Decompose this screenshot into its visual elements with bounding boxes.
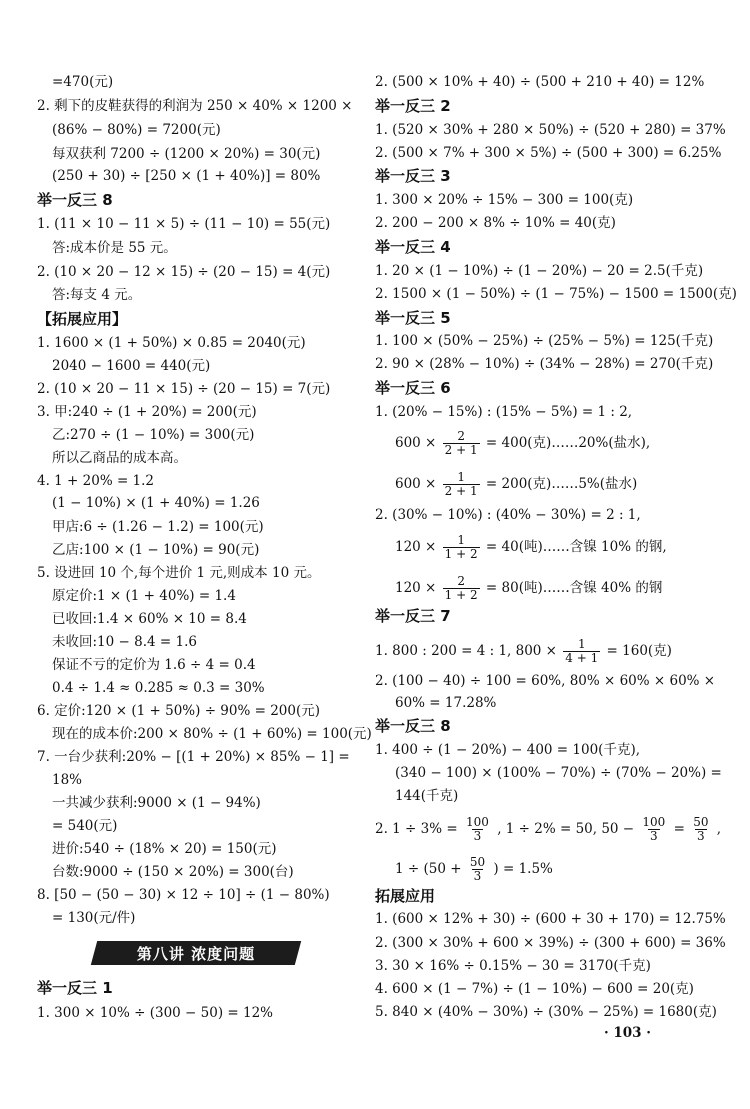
- answer-line: 1. 300 × 10% ÷ (300 − 50) = 12%: [37, 1005, 274, 1021]
- answer-line: 未收回:10 − 8.4 = 1.6: [52, 634, 197, 650]
- page-number: · 103 ·: [604, 1025, 651, 1041]
- fraction-line: 2. 1 ÷ 3% = $\frac{100}{3}$ , 1 ÷ 2% = 50, 50 − $\frac{100}{3}$ = $\frac{50}{3}$ ,: [375, 815, 722, 843]
- answer-line: 4. 600 × (1 − 7%) ÷ (1 − 10%) − 600 = 20(克): [375, 981, 694, 997]
- answer-line: 1. 400 ÷ (1 − 20%) − 400 = 100(千克),: [375, 742, 641, 758]
- section-heading: 举一反三 5: [375, 309, 451, 327]
- fraction-line: 600 × $\frac{1}{2 + 1}$ = 200(克)……5%(盐水): [395, 470, 638, 498]
- answer-line: 答:每支 4 元。: [52, 287, 142, 303]
- answer-line: 所以乙商品的成本高。: [52, 450, 187, 466]
- answer-line: 60% = 17.28%: [395, 695, 497, 711]
- section-heading: 【拓展应用】: [37, 310, 128, 328]
- fraction-line: 1. 800 : 200 = 4 : 1, 800 × $\frac{1}{4 + 1}$ = 160(克): [375, 637, 672, 665]
- answer-line: 144(千克): [395, 788, 459, 804]
- chapter-title: 第八讲 浓度问题: [136, 944, 256, 963]
- answer-line: 1. 1600 × (1 + 50%) × 0.85 = 2040(元): [37, 335, 306, 351]
- answer-line: 2. 90 × (28% − 10%) ÷ (34% − 28%) = 270(千克): [375, 356, 714, 372]
- answer-line: 2. (100 − 40) ÷ 100 = 60%, 80% × 60% × 60% ×: [375, 673, 716, 689]
- section-heading: 举一反三 4: [375, 238, 451, 256]
- fraction-line: 120 × $\frac{2}{1 + 2}$ = 80(吨)……含镍 40% 的钢: [395, 574, 663, 602]
- fraction-line: 600 × $\frac{2}{2 + 1}$ = 400(克)……20%(盐水),: [395, 429, 651, 457]
- section-heading: 举一反三 2: [375, 97, 451, 115]
- answer-line: 现在的成本价:200 × 80% ÷ (1 + 60%) = 100(元): [52, 726, 372, 742]
- answer-line: 一共减少获利:9000 × (1 − 94%): [52, 795, 261, 811]
- answer-line: (86% − 80%) = 7200(元): [52, 122, 221, 138]
- fraction: $\frac{1}{1 + 2}$: [444, 533, 478, 561]
- answer-line: 2. (10 × 20 − 11 × 15) ÷ (20 − 15) = 7(元): [37, 381, 331, 397]
- fraction: $\frac{1}{2 + 1}$: [444, 470, 478, 498]
- fraction: $\frac{100}{3}$: [465, 815, 489, 843]
- answer-line: 2. (500 × 7% + 300 × 5%) ÷ (500 + 300) = 6.25%: [375, 145, 722, 161]
- answer-line: 18%: [52, 772, 83, 788]
- answer-line: 1. 100 × (50% − 25%) ÷ (25% − 5%) = 125(千克): [375, 333, 714, 349]
- fraction: $\frac{50}{3}$: [469, 855, 486, 883]
- answer-line: 2. (10 × 20 − 12 × 15) ÷ (20 − 15) = 4(元): [37, 264, 331, 280]
- answer-line: 乙:270 ÷ (1 − 10%) = 300(元): [52, 427, 255, 443]
- answer-line: 2. (30% − 10%) : (40% − 30%) = 2 : 1,: [375, 507, 641, 523]
- section-heading: 举一反三 3: [375, 167, 451, 185]
- section-heading: 举一反三 8: [375, 717, 451, 735]
- fraction-line: 1 ÷ (50 + $\frac{50}{3}$ ) = 1.5%: [395, 855, 553, 883]
- section-heading: 拓展应用: [375, 887, 436, 905]
- answer-line: (340 − 100) × (100% − 70%) ÷ (70% − 20%) =: [395, 765, 722, 781]
- answer-line: 台数:9000 ÷ (150 × 20%) = 300(台): [52, 864, 294, 880]
- answer-line: 2040 − 1600 = 440(元): [52, 358, 211, 374]
- answer-line: 甲店:6 ÷ (1.26 − 1.2) = 100(元): [52, 519, 264, 535]
- answer-line: = 540(元): [52, 818, 118, 834]
- answer-line: 2. (300 × 30% + 600 × 39%) ÷ (300 + 600) = 36%: [375, 935, 726, 951]
- answer-line: 2. 剩下的皮鞋获得的利润为 250 × 40% × 1200 ×: [37, 98, 353, 114]
- answer-line: 3. 30 × 16% ÷ 0.15% − 30 = 3170(千克): [375, 958, 651, 974]
- fraction: $\frac{1}{4 + 1}$: [565, 637, 599, 665]
- answer-line: 7. 一台少获利:20% − [(1 + 20%) × 85% − 1] =: [37, 749, 350, 765]
- answer-line: 5. 840 × (40% − 30%) ÷ (30% − 25%) = 1680(克): [375, 1004, 717, 1020]
- fraction: $\frac{2}{2 + 1}$: [444, 429, 478, 457]
- answer-line: 乙店:100 × (1 − 10%) = 90(元): [52, 542, 260, 558]
- answer-line: 4. 1 + 20% = 1.2: [37, 473, 155, 489]
- answer-line: 2. 1500 × (1 − 50%) ÷ (1 − 75%) − 1500 = 1500(克): [375, 286, 737, 302]
- answer-line: 进价:540 ÷ (18% × 20) = 150(元): [52, 841, 277, 857]
- answer-line: 2. 200 − 200 × 8% ÷ 10% = 40(克): [375, 215, 616, 231]
- fraction-line: 120 × $\frac{1}{1 + 2}$ = 40(吨)……含镍 10% 的钢,: [395, 533, 667, 561]
- fraction: $\frac{2}{1 + 2}$: [444, 574, 478, 602]
- fraction: $\frac{50}{3}$: [693, 815, 709, 843]
- answer-line: 2. (500 × 10% + 40) ÷ (500 + 210 + 40) = 12%: [375, 74, 705, 90]
- answer-line: 1. (11 × 10 − 11 × 5) ÷ (11 − 10) = 55(元): [37, 216, 331, 232]
- section-heading: 举一反三 8: [37, 191, 113, 209]
- section-heading: 举一反三 6: [375, 379, 451, 397]
- answer-line: 1. (20% − 15%) : (15% − 5%) = 1 : 2,: [375, 404, 633, 420]
- answer-line: 5. 设进回 10 个,每个进价 1 元,则成本 10 元。: [37, 565, 321, 581]
- answer-line: 保证不亏的定价为 1.6 ÷ 4 = 0.4: [52, 657, 256, 673]
- answer-line: = 130(元/件): [52, 910, 136, 926]
- answer-line: 1. (520 × 30% + 280 × 50%) ÷ (520 + 280) = 37%: [375, 122, 726, 138]
- answer-line: 3. 甲:240 ÷ (1 + 20%) = 200(元): [37, 404, 257, 420]
- answer-line: 8. [50 − (50 − 30) × 12 ÷ 10] ÷ (1 − 80%): [37, 887, 330, 903]
- fraction: $\frac{100}{3}$: [642, 815, 666, 843]
- chapter-banner: [91, 941, 301, 965]
- answer-line: 原定价:1 × (1 + 40%) = 1.4: [52, 588, 236, 604]
- answer-line: 0.4 ÷ 1.4 ≈ 0.285 ≈ 0.3 = 30%: [52, 680, 265, 696]
- answer-line: 1. 20 × (1 − 10%) ÷ (1 − 20%) − 20 = 2.5(千克): [375, 263, 704, 279]
- answer-line: 已收回:1.4 × 60% × 10 = 8.4: [52, 611, 247, 627]
- section-heading: 举一反三 1: [37, 979, 113, 997]
- answer-line: 1. 300 × 20% ÷ 15% − 300 = 100(克): [375, 192, 634, 208]
- answer-line: (1 − 10%) × (1 + 40%) = 1.26: [52, 495, 260, 511]
- answer-line: 6. 定价:120 × (1 + 50%) ÷ 90% = 200(元): [37, 703, 320, 719]
- answer-line: 1. (600 × 12% + 30) ÷ (600 + 30 + 170) = 12.75%: [375, 911, 726, 927]
- answer-line: 答:成本价是 55 元。: [52, 240, 177, 256]
- answer-line: 每双获利 7200 ÷ (1200 × 20%) = 30(元): [52, 146, 321, 162]
- answer-line: (250 + 30) ÷ [250 × (1 + 40%)] = 80%: [52, 168, 321, 184]
- answer-line: =470(元): [52, 74, 114, 90]
- section-heading: 举一反三 7: [375, 607, 451, 625]
